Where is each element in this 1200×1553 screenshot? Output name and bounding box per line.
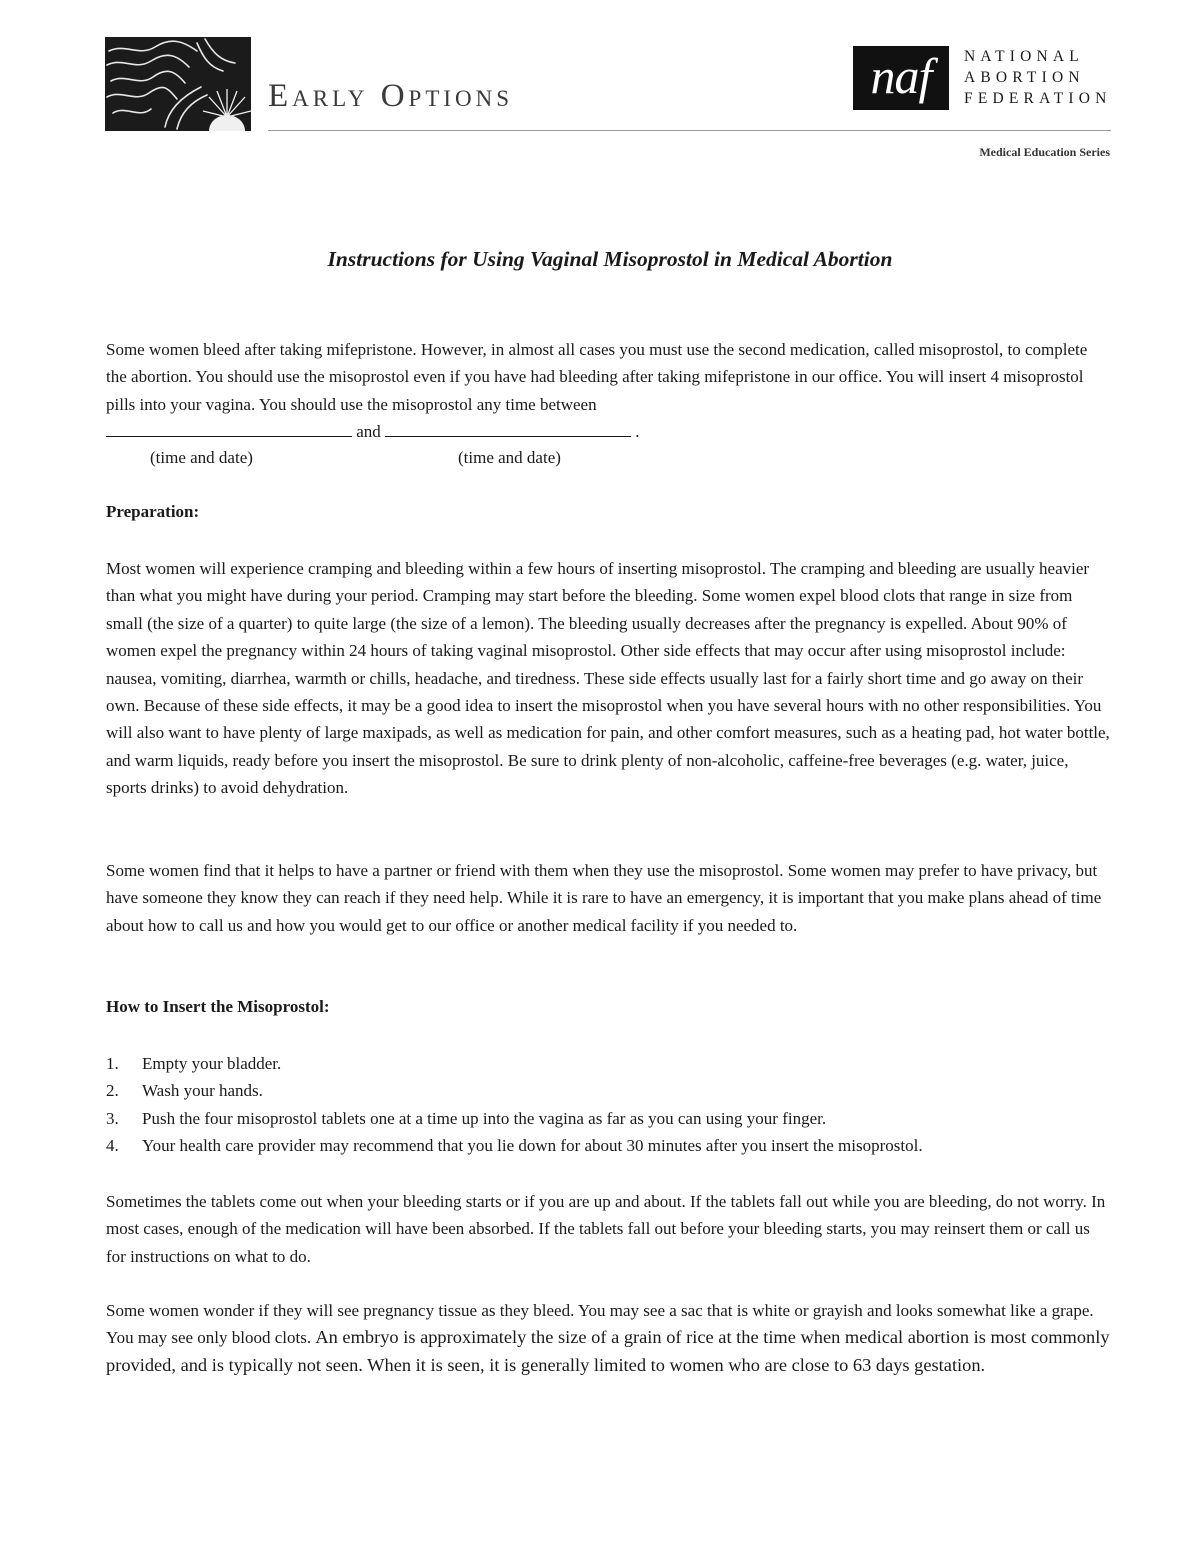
tablets-paragraph: Sometimes the tablets come out when your bleeding starts or if you are up and about. If the tablets fall out while you are bleeding, do not worry. In most cases, enough of the medication will have been absorbed. If the tablets fall out before your bleeding starts, you may reinsert them or call us for instructions on what to do. xyxy=(106,1192,1106,1266)
blank-end: . xyxy=(635,422,640,441)
list-item xyxy=(106,1105,1112,1132)
early-options-logo-art xyxy=(105,37,251,131)
step-number: 3. xyxy=(106,1108,119,1128)
step-text: Wash your hands. xyxy=(142,1081,263,1101)
insertion-steps xyxy=(106,1050,1112,1160)
organization-name-line: NATIONAL xyxy=(964,48,1084,65)
blank-connector: and xyxy=(356,422,381,441)
step-text: Empty your bladder. xyxy=(142,1054,282,1073)
organization-name-line: FEDERATION xyxy=(964,90,1112,107)
end-time-label: (time and date) xyxy=(458,448,561,467)
document-title: Instructions for Using Vaginal Misoprostol in Medical Abortion xyxy=(327,247,893,271)
step-text: Push the four misoprostol tablets one at a time up into the vagina as far as you can using your finger. xyxy=(142,1108,827,1128)
list-item xyxy=(106,1132,1112,1159)
letterhead xyxy=(0,0,1200,175)
brand-name: Early Options xyxy=(268,78,514,114)
naf-logo-mark: naf xyxy=(853,46,949,110)
tissue-paragraph-part-a: Some women wonder if they will see pregnancy tissue as they bleed. You may see a sac that is white or grayish and looks somewhat like a grape. You may see only blood clots. xyxy=(106,1301,1094,1348)
start-time-label: (time and date) xyxy=(150,448,253,467)
preparation-paragraph: Most women will experience cramping and bleeding within a few hours of inserting misoprostol. The cramping and bleeding are usually heavier than what you might have during your period. Cramping may start before the bleeding. Some women expel blood clots that range in size from small (the size of a quarter) to quite large (the size of a lemon). The bleeding usually decreases after the pregnancy is expelled. About 90% of women expel the pregnancy within 24 hours of taking vaginal misoprostol. Other side effects that may occur after using misoprostol include: nausea, vomiting, diarrhea, warmth or chills, headache, and tiredness. These side effects usually last for a fairly short time and go away on their own. Because of these side effects, it may be a good idea to insert the misoprostol when you have several hours with no other responsibilities. You will also want to have plenty of large maxipads, as well as medication for pain, and other comfort measures, such as a heating pad, hot water bottle, and warm liquids, ready before you insert the misoprostol. Be sure to drink plenty of non-alcoholic, caffeine-free beverages (e.g. water, juice, sports drinks) to avoid dehydration. xyxy=(106,559,1110,798)
sunrise-swirl-icon xyxy=(105,37,251,131)
preparation-heading: Preparation: xyxy=(106,502,200,521)
list-item xyxy=(106,1077,1112,1104)
intro-paragraph: Some women bleed after taking mifepristone. However, in almost all cases you must use the second medication, called misoprostol, to complete the abortion. You should use the misoprostol even if you have had bleeding after taking mifepristone in our office. You will insert 4 misoprostol pills into your vagina. You should use the misoprostol any time between xyxy=(106,340,1088,414)
insert-heading: How to Insert the Misoprostol: xyxy=(106,997,330,1016)
step-number: 4. xyxy=(106,1136,119,1156)
step-number: 2. xyxy=(106,1081,119,1101)
support-paragraph: Some women find that it helps to have a partner or friend with them when they use the misoprostol. Some women may prefer to have privacy, but have someone they know they can reach if they need help. While it is rare to have an emergency, it is important that you make plans ahead of time about how to call us and how you would get to our office or another medical facility if you needed to. xyxy=(106,861,1102,935)
organization-name-line: ABORTION xyxy=(964,69,1085,86)
tissue-paragraph xyxy=(106,1297,1112,1379)
list-item xyxy=(106,1050,1112,1077)
organization-name xyxy=(964,46,1112,109)
header-divider xyxy=(268,130,1111,131)
start-time-blank[interactable] xyxy=(106,418,352,437)
step-number: 1. xyxy=(106,1054,119,1073)
tissue-paragraph-part-b: An embryo is approximately the size of a grain of rice at the time when medical abortion is most commonly provided, and is typically not seen. When it is seen, it is generally limited to women who are close to 63 days gestation. xyxy=(106,1327,1110,1375)
series-label: Medical Education Series xyxy=(979,145,1110,159)
step-text: Your health care provider may recommend that you lie down for about 30 minutes after you insert the misoprostol. xyxy=(142,1136,923,1156)
date-time-blanks xyxy=(106,418,640,445)
end-time-blank[interactable] xyxy=(385,418,631,437)
